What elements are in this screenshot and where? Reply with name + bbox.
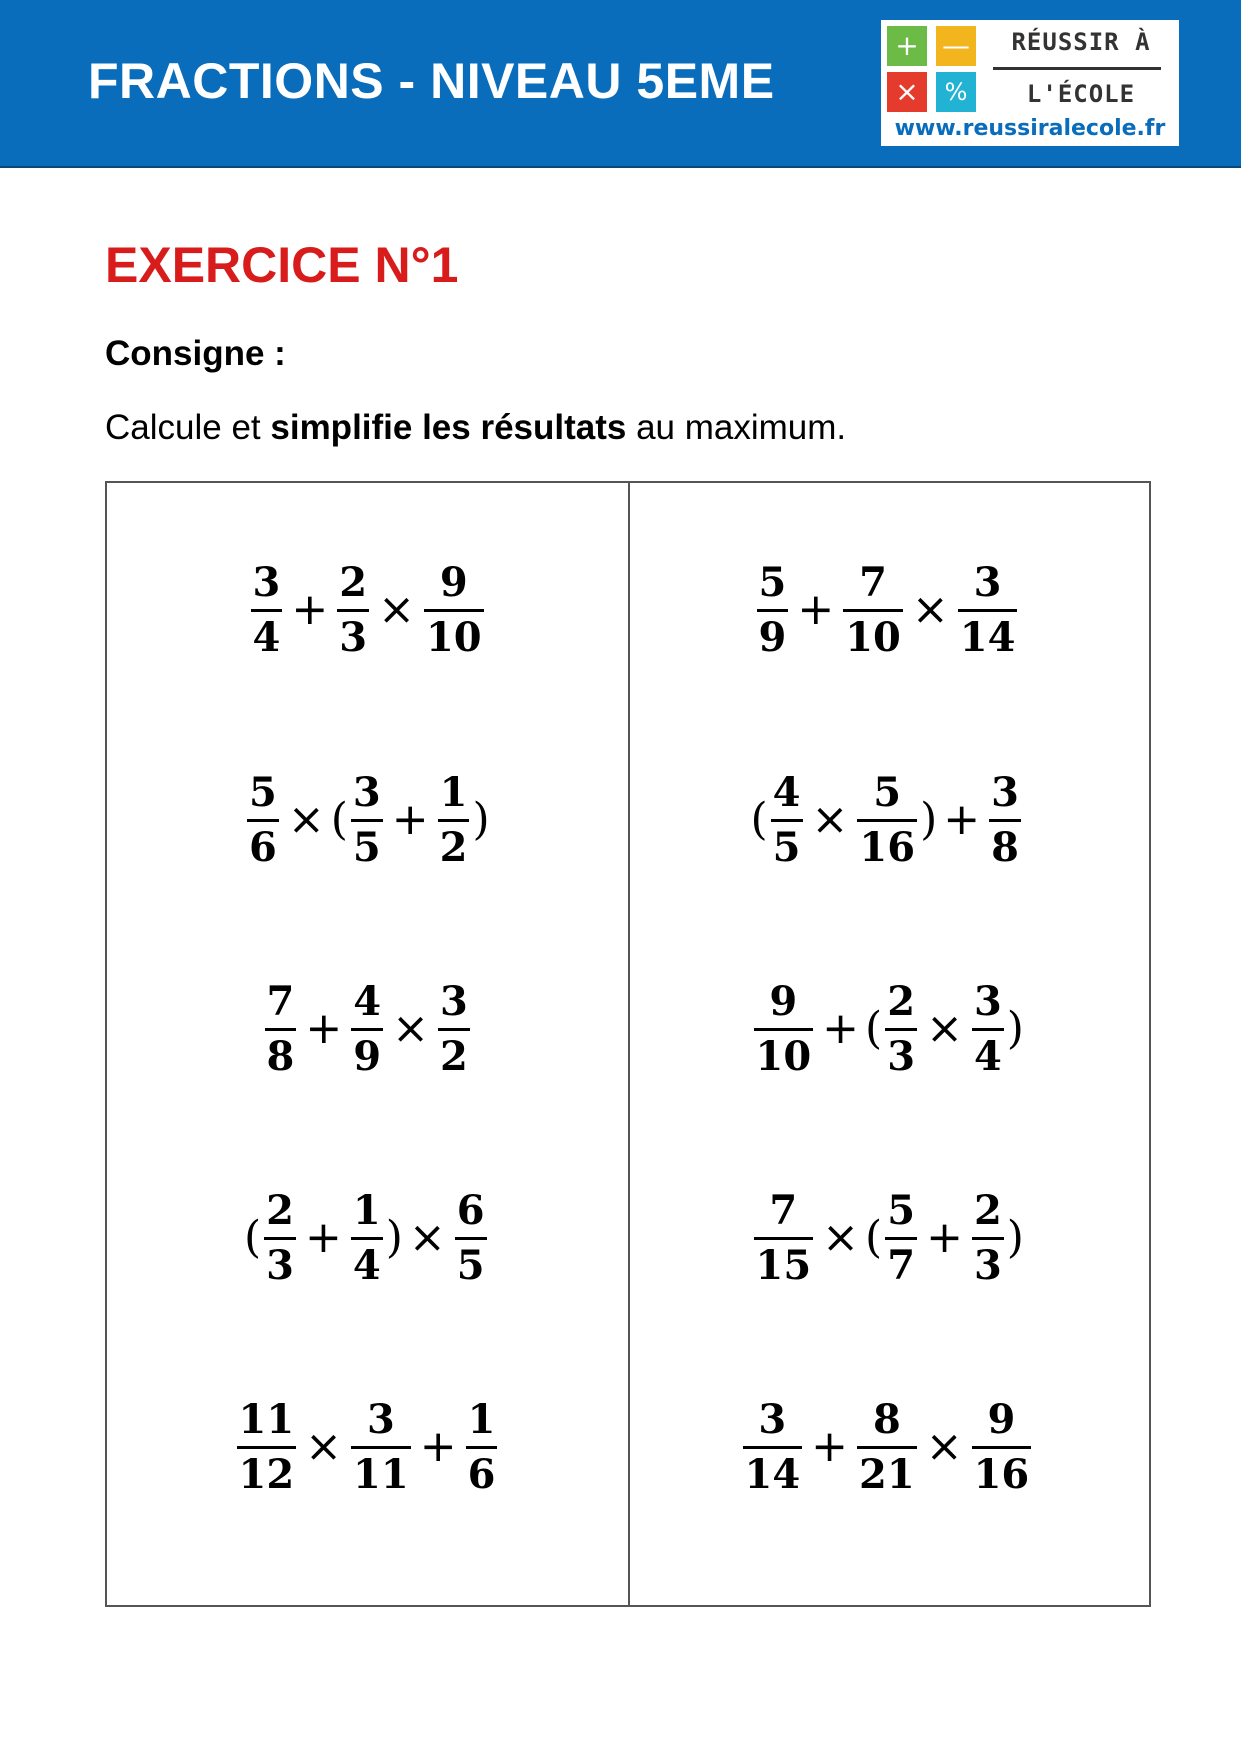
numerator: 2 (887, 977, 916, 1025)
numerator: 7 (769, 1186, 798, 1234)
numerator: 11 (238, 1395, 295, 1443)
fraction (265, 977, 297, 1080)
logo-url: www.reussiralecole.fr (894, 116, 1166, 141)
denominator: 14 (959, 613, 1016, 661)
denominator: 12 (238, 1450, 295, 1498)
times-operator: × (305, 1421, 343, 1472)
open-paren: ( (865, 1212, 883, 1263)
fraction (885, 1186, 917, 1289)
times-icon: × (887, 72, 927, 112)
fraction (438, 977, 470, 1080)
denominator: 2 (439, 823, 468, 871)
denominator: 6 (467, 1450, 496, 1498)
fraction (337, 558, 369, 661)
denominator: 10 (425, 613, 482, 661)
close-paren: ) (920, 794, 938, 845)
plus-operator: + (822, 1003, 860, 1054)
numerator: 4 (353, 977, 382, 1025)
denominator: 3 (266, 1241, 295, 1289)
expression-left-5 (234, 1395, 501, 1498)
denominator: 3 (973, 1241, 1002, 1289)
numerator: 5 (249, 768, 277, 816)
numerator: 3 (973, 558, 1002, 606)
times-operator: × (811, 794, 849, 845)
close-paren: ) (1006, 1003, 1024, 1054)
numerator: 2 (266, 1186, 295, 1234)
open-paren: ( (244, 1212, 262, 1263)
denominator: 9 (353, 1032, 382, 1080)
denominator: 7 (887, 1241, 916, 1289)
denominator: 5 (352, 823, 381, 871)
numerator: 1 (467, 1395, 496, 1443)
page-title: FRACTIONS - NIVEAU 5EME (88, 53, 775, 109)
instruction-bold: simplifie les résultats (270, 408, 627, 447)
numerator: 5 (758, 558, 787, 606)
denominator: 16 (973, 1450, 1030, 1498)
fraction (351, 1395, 411, 1498)
exercise-title: EXERCICE N°1 (105, 237, 459, 293)
fraction (972, 1186, 1004, 1289)
numerator: 3 (366, 1395, 395, 1443)
numerator: 4 (772, 768, 801, 816)
fraction (743, 1395, 803, 1498)
fraction (247, 768, 279, 871)
fraction (754, 1186, 814, 1289)
numerator: 8 (872, 1395, 901, 1443)
times-operator: × (925, 1421, 963, 1472)
denominator: 15 (755, 1241, 812, 1289)
expression-left-2 (244, 768, 490, 871)
numerator: 5 (887, 1186, 916, 1234)
plus-icon: + (887, 26, 927, 66)
times-operator: × (822, 1212, 860, 1263)
numerator: 3 (758, 1395, 787, 1443)
fraction (958, 558, 1018, 661)
plus-operator: + (305, 1003, 343, 1054)
expression-right-3 (751, 977, 1024, 1080)
open-paren: ( (865, 1003, 883, 1054)
numerator: 3 (973, 977, 1002, 1025)
denominator: 5 (772, 823, 801, 871)
plus-operator: + (797, 584, 835, 635)
logo (881, 20, 1179, 146)
fraction (351, 768, 383, 871)
exercise-grid (105, 481, 1151, 1607)
fraction (237, 1395, 297, 1498)
fraction (264, 1186, 296, 1289)
open-paren: ( (330, 794, 348, 845)
fraction (351, 1186, 383, 1289)
column-divider (628, 483, 630, 1605)
fraction (455, 1186, 487, 1289)
logo-text-line2: L'ÉCOLE (1026, 80, 1136, 108)
denominator: 11 (353, 1450, 409, 1498)
numerator: 9 (439, 558, 468, 606)
denominator: 4 (252, 613, 281, 661)
times-operator: × (911, 584, 949, 635)
expression-right-5 (740, 1395, 1035, 1498)
numerator: 7 (266, 977, 295, 1025)
expression-left-1 (248, 558, 487, 661)
fraction (438, 768, 470, 871)
close-paren: ) (472, 794, 490, 845)
numerator: 9 (769, 977, 798, 1025)
denominator: 10 (845, 613, 901, 661)
close-paren: ) (1006, 1212, 1024, 1263)
plus-operator: + (943, 794, 981, 845)
instruction-after: au maximum. (626, 408, 847, 447)
expression-right-4 (751, 1186, 1024, 1289)
numerator: 1 (352, 1186, 381, 1234)
numerator: 3 (252, 558, 281, 606)
denominator: 2 (439, 1032, 468, 1080)
denominator: 8 (266, 1032, 295, 1080)
numerator: 5 (873, 768, 902, 816)
times-operator: × (926, 1003, 963, 1054)
plus-operator: + (291, 584, 329, 635)
denominator: 10 (755, 1032, 812, 1080)
denominator: 3 (887, 1032, 916, 1080)
times-operator: × (378, 584, 415, 635)
denominator: 9 (758, 613, 787, 661)
fraction (754, 977, 814, 1080)
denominator: 4 (973, 1032, 1002, 1080)
expression-left-4 (244, 1186, 490, 1289)
denominator: 3 (339, 613, 368, 661)
numerator: 2 (339, 558, 368, 606)
fraction (885, 977, 917, 1080)
instruction-text (105, 408, 846, 448)
times-operator: × (392, 1003, 429, 1054)
logo-text-line1: RÉUSSIR À (1011, 28, 1151, 56)
numerator: 6 (456, 1186, 485, 1234)
consigne-label: Consigne : (105, 334, 286, 373)
plus-operator: + (391, 794, 429, 845)
plus-operator: + (926, 1212, 963, 1263)
denominator: 5 (456, 1241, 485, 1289)
close-paren: ) (385, 1212, 403, 1263)
fraction (466, 1395, 498, 1498)
fraction (757, 558, 789, 661)
fraction (857, 768, 917, 871)
expression-left-3 (262, 977, 473, 1080)
denominator: 14 (744, 1450, 801, 1498)
fraction (351, 977, 383, 1080)
expression-right-1 (754, 558, 1021, 661)
logo-divider (993, 67, 1161, 70)
fraction (972, 977, 1004, 1080)
denominator: 8 (991, 823, 1019, 871)
numerator: 3 (439, 977, 468, 1025)
numerator: 3 (352, 768, 381, 816)
fraction (972, 1395, 1032, 1498)
minus-icon: — (936, 26, 976, 66)
open-paren: ( (750, 794, 768, 845)
numerator: 2 (973, 1186, 1002, 1234)
plus-operator: + (811, 1421, 849, 1472)
times-operator: × (408, 1212, 446, 1263)
page-header (0, 0, 1241, 168)
numerator: 1 (439, 768, 468, 816)
expression-right-2 (750, 768, 1024, 871)
fraction (424, 558, 484, 661)
fraction (251, 558, 283, 661)
percent-icon: % (936, 72, 976, 112)
denominator: 6 (249, 823, 277, 871)
fraction (857, 1395, 917, 1498)
denominator: 4 (352, 1241, 381, 1289)
denominator: 21 (859, 1450, 915, 1498)
denominator: 16 (859, 823, 916, 871)
fraction (771, 768, 803, 871)
numerator: 3 (991, 768, 1019, 816)
numerator: 7 (859, 558, 887, 606)
plus-operator: + (419, 1421, 457, 1472)
times-operator: × (287, 794, 325, 845)
fraction (989, 768, 1021, 871)
numerator: 9 (987, 1395, 1016, 1443)
plus-operator: + (305, 1212, 342, 1263)
fraction (843, 558, 903, 661)
instruction-before: Calcule et (105, 408, 271, 447)
